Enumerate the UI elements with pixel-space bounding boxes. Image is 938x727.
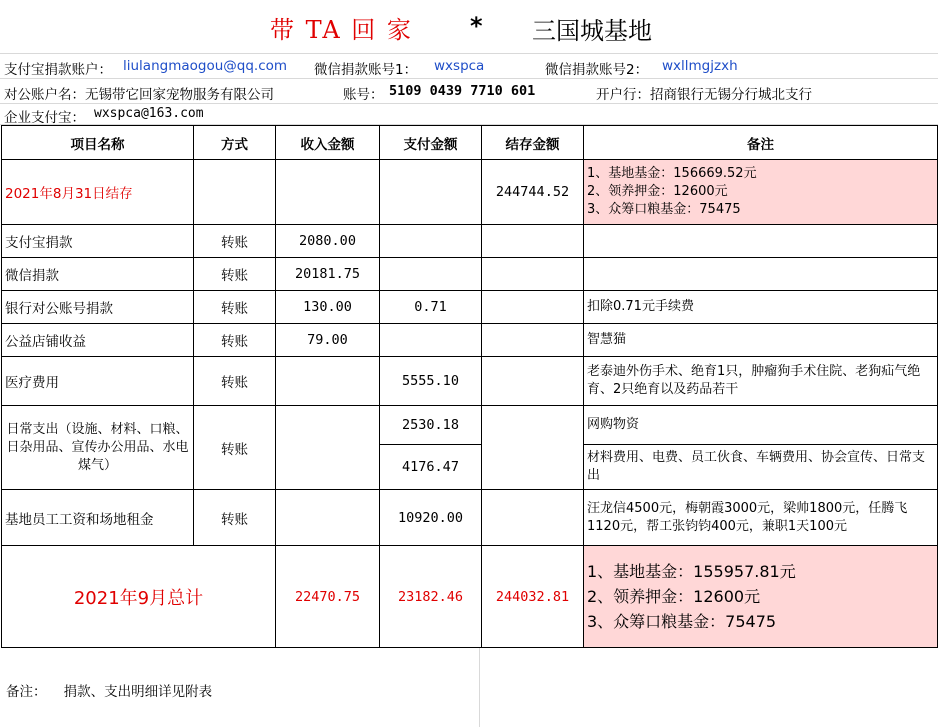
opening-balance: 244744.52: [482, 160, 584, 225]
opening-notes: [584, 160, 938, 225]
daily-note-1: 网购物资: [584, 406, 938, 445]
footer-note: 备注： 捐款、支出明细详见附表: [6, 684, 213, 700]
table-row: [2, 291, 938, 324]
header-balance: 结存金额: [482, 126, 584, 160]
table-header-row: [2, 126, 938, 160]
total-name: 2021年9月总计: [2, 546, 276, 648]
row-expense: 5555.10: [380, 357, 482, 406]
header-notes: 备注: [584, 126, 938, 160]
daily-expense-row: [2, 406, 938, 445]
company-name: 对公账户名：无锡带它回家宠物服务有限公司: [4, 87, 274, 103]
row-note: 扣除0.71元手续费: [584, 291, 938, 324]
footer: [0, 648, 938, 727]
alipay-label: 支付宝捐款账户：: [4, 62, 112, 78]
opening-expense: [380, 160, 482, 225]
title-left: 带 TA 回 家: [270, 16, 413, 44]
row-balance: [482, 324, 584, 357]
row-expense: [380, 258, 482, 291]
row-income: 20181.75: [276, 258, 380, 291]
daily-income: [276, 406, 380, 490]
row-note: [584, 258, 938, 291]
row-method: 转账: [194, 225, 276, 258]
total-income: 22470.75: [276, 546, 380, 648]
daily-name: 日常支出（设施、材料、口粮、日杂用品、宣传办公用品、水电煤气）: [2, 406, 194, 490]
account-number: 5109 0439 7710 601: [389, 83, 536, 99]
daily-method: 转账: [194, 406, 276, 490]
row-balance: [482, 291, 584, 324]
bank-name: 开户行：招商银行无锡分行城北支行: [596, 87, 812, 103]
corp-alipay-row: [0, 104, 938, 125]
header-method: 方式: [194, 126, 276, 160]
row-method: 转账: [194, 357, 276, 406]
table-row: [2, 357, 938, 406]
corp-alipay-account: wxspca@163.com: [94, 106, 204, 121]
row-balance: [482, 258, 584, 291]
row-note: [584, 225, 938, 258]
salary-name: 基地员工工资和场地租金: [2, 490, 194, 546]
opening-income: [276, 160, 380, 225]
alipay-account: liulangmaogou@qq.com: [123, 58, 288, 74]
table-row: [2, 324, 938, 357]
total-note-1: 1、基地基金：155957.81元: [587, 562, 796, 581]
wechat1-account: wxspca: [434, 58, 485, 74]
donation-accounts-row: [0, 54, 938, 79]
opening-name: 2021年8月31日结存: [2, 160, 194, 225]
table-row: [2, 258, 938, 291]
opening-note-3: 3、众筹口粮基金：75475: [587, 202, 741, 217]
corporate-account-row: [0, 79, 938, 104]
row-name: 银行对公账号捐款: [2, 291, 194, 324]
header-income: 收入金额: [276, 126, 380, 160]
header-expense: 支付金额: [380, 126, 482, 160]
row-method: 转账: [194, 291, 276, 324]
footer-divider: [479, 648, 480, 727]
row-expense: 0.71: [380, 291, 482, 324]
total-expense: 23182.46: [380, 546, 482, 648]
salary-expense: 10920.00: [380, 490, 482, 546]
row-name: 公益店铺收益: [2, 324, 194, 357]
daily-note-2: 材料费用、电费、员工伙食、车辆费用、协会宣传、日常支出: [584, 445, 938, 490]
row-income: [276, 357, 380, 406]
row-name: 支付宝捐款: [2, 225, 194, 258]
row-balance: [482, 357, 584, 406]
title-right: 三国城基地: [532, 17, 652, 45]
total-row: [2, 546, 938, 648]
row-note: 老泰迪外伤手术、绝育1只，肿瘤狗手术住院、老狗疝气绝育、2只绝育以及药品若干: [584, 357, 938, 406]
daily-expense-2: 4176.47: [380, 445, 482, 490]
row-income: 2080.00: [276, 225, 380, 258]
daily-expense-1: 2530.18: [380, 406, 482, 445]
row-expense: [380, 324, 482, 357]
header-item: 项目名称: [2, 126, 194, 160]
salary-note: 汪龙信4500元，梅朝霞3000元，梁帅1800元，任腾飞1120元，帮工张钧钧400元，兼职1天100元: [584, 490, 938, 546]
salary-balance: [482, 490, 584, 546]
row-method: 转账: [194, 258, 276, 291]
row-note: 智慧猫: [584, 324, 938, 357]
opening-note-2: 2、领养押金：12600元: [587, 184, 728, 199]
total-note-3: 3、众筹口粮基金：75475: [587, 612, 777, 631]
opening-note-1: 1、基地基金：156669.52元: [587, 166, 757, 181]
table-row: [2, 225, 938, 258]
row-method: 转账: [194, 324, 276, 357]
wechat1-label: 微信捐款账号1：: [314, 62, 418, 78]
row-income: 79.00: [276, 324, 380, 357]
row-name: 医疗费用: [2, 357, 194, 406]
row-balance: [482, 225, 584, 258]
wechat2-label: 微信捐款账号2：: [545, 62, 649, 78]
title-star: *: [470, 12, 483, 40]
wechat2-account: wxllmgjzxh: [662, 58, 738, 74]
total-notes: [584, 546, 938, 648]
opening-method: [194, 160, 276, 225]
title-bar: [0, 0, 938, 54]
daily-balance: [482, 406, 584, 490]
salary-method: 转账: [194, 490, 276, 546]
row-name: 微信捐款: [2, 258, 194, 291]
corp-alipay-label: 企业支付宝：: [4, 110, 85, 126]
salary-income: [276, 490, 380, 546]
total-balance: 244032.81: [482, 546, 584, 648]
account-label: 账号：: [343, 87, 384, 103]
opening-balance-row: [2, 160, 938, 225]
row-income: 130.00: [276, 291, 380, 324]
finance-table: [1, 125, 938, 648]
total-note-2: 2、领养押金：12600元: [587, 587, 761, 606]
row-expense: [380, 225, 482, 258]
salary-row: [2, 490, 938, 546]
